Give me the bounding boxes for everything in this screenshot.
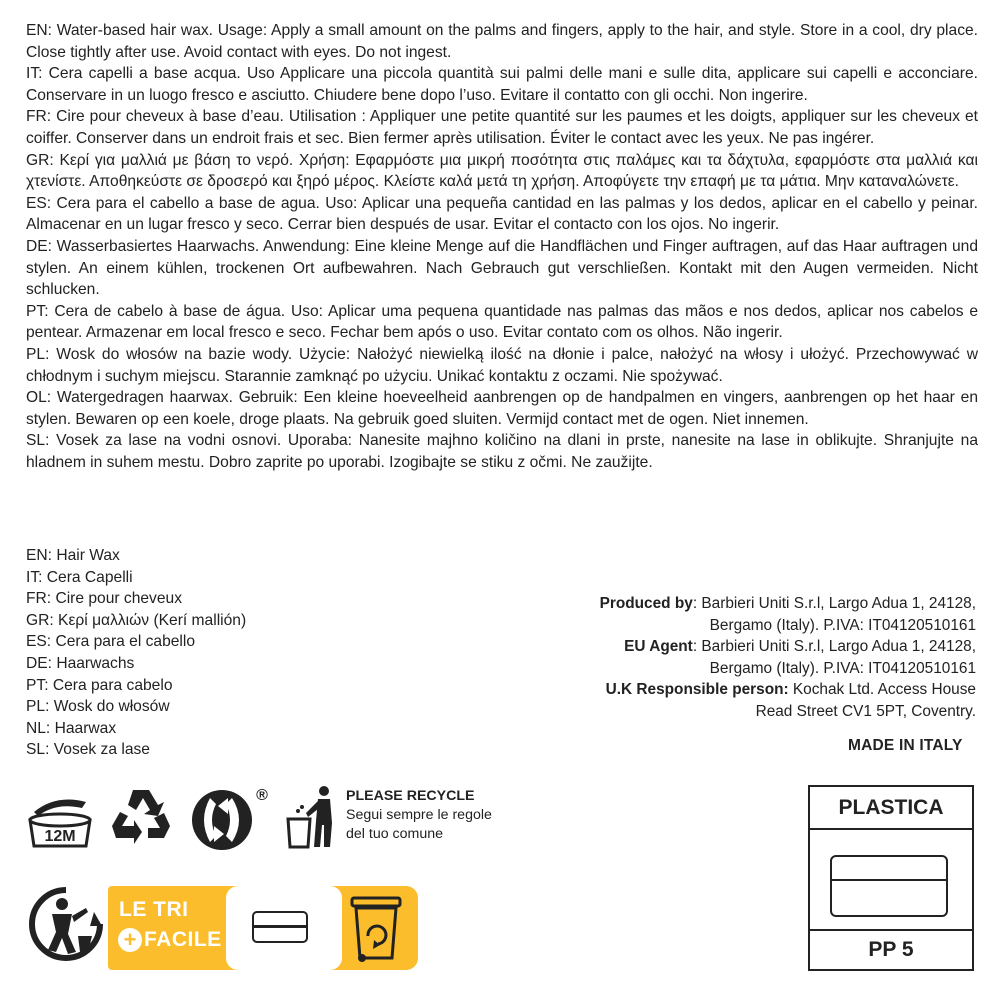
packaging-tray-icon (252, 911, 308, 943)
product-name-de: DE: Haarwachs (26, 654, 135, 672)
product-name-fr: FR: Cire pour cheveux (26, 590, 182, 608)
eu-agent-label: EU Agent (624, 638, 693, 656)
usage-paragraph-nl: OL: Watergedragen haarwax. Gebruik: Een kleine hoeveelheid aanbrengen op de handpalmen en vingers, aanbrengen op het haar en stylen. Bewaren op een koele, droge plaats. Na gebruik goed sluiten. Vermijd contact met de ogen. Niet innemen. (26, 389, 978, 428)
eu-agent-vat: Bergamo (Italy). P.IVA: IT04120510161 (709, 659, 976, 677)
plastic-code: PP 5 (810, 929, 972, 969)
plastic-material-label (808, 785, 974, 971)
plastic-tray-icon (830, 855, 948, 917)
produced-by-address: : Barbieri Uniti S.r.l, Largo Adua 1, 24128, (692, 595, 976, 612)
tri-plus: + (118, 928, 142, 952)
usage-paragraph-fr: FR: Cire pour cheveux à base d’eau. Utilisation : Appliquer une petite quantité sur les paumes et les doigts, appliquer sur les cheveux et coiffer. Conserver dans un endroit frais et sec. Bien fermer après utilisation. Éviter le contact avec les yeux. Ne pas ingérer. (26, 108, 978, 147)
produced-by (536, 593, 976, 615)
eu-agent-address: : Barbieri Uniti S.r.l, Largo Adua 1, 24128, (692, 638, 976, 656)
usage-paragraph-pt: PT: Cera de cabelo à base de água. Uso: Aplicar uma pequena quantidade nas palmas das mãos e nos dedos, aplicar nos cabelos e pentear. Armazenar em local fresco e seco. Fechar bem após o uso. Evitar contato com os olhos. Não ingerir. (26, 302, 978, 342)
usage-paragraph-gr: GR: Κερί για μαλλιά με βάση το νερό. Χρήση: Εφαρμόστε μια μικρή ποσότητα στις παλάμες και τα δάχτυλα, εφαρμόστε στα μαλλιά και χτενίστε. Αποθηκεύστε σε δροσερό και ξηρό μέρος. Κλείστε καλά μετά τη χρήση. Αποφύγετε την επαφή με τα μάτια. Μην καταναλώνετε. (26, 151, 978, 191)
green-dot-icon (188, 784, 270, 852)
triman-icon (28, 886, 104, 962)
uk-responsible-address: Read Street CV1 5PT, Coventry. (755, 702, 976, 720)
tri-facile-badge (108, 886, 418, 970)
product-name-it: IT: Cera Capelli (26, 568, 133, 586)
pao-jar-icon (26, 790, 94, 850)
pao-label: 12M (44, 828, 76, 845)
produced-by-label: Produced by (599, 595, 693, 612)
recycle-notice-line2: del tuo comune (346, 826, 444, 842)
registered-mark: ® (256, 787, 268, 804)
usage-instructions (26, 20, 978, 473)
product-name-gr: GR: Κερί μαλλιών (Kerí mallión) (26, 611, 247, 629)
usage-paragraph-pl: PL: Wosk do włosów na bazie wody. Użycie: Nałożyć niewielką ilość na dłonie i palce, nałożyć na włosy i ułożyć. Przechowywać w chłodnym i suchym miejscu. Starannie zamknąć po użyciu. Unikać kontaktu z oczami. Nie spożywać. (26, 345, 978, 385)
produced-by-vat: Bergamo (Italy). P.IVA: IT04120510161 (709, 616, 976, 634)
recycle-notice-line1: Segui sempre le regole (346, 807, 492, 823)
uk-responsible-label: U.K Responsible person: (605, 681, 789, 699)
trash-bin-person-icon (286, 785, 340, 849)
tri-line2: FACILE (144, 928, 222, 951)
product-name-es: ES: Cera para el cabello (26, 633, 196, 651)
recycle-notice-title: PLEASE RECYCLE (346, 788, 475, 804)
usage-paragraph-de: DE: Wasserbasiertes Haarwachs. Anwendung: Eine kleine Menge auf die Handflächen und Finger auftragen, auf das Haar auftragen und stylen. An einem kühlen, trockenen Ort aufbewahren. Nach Gebrauch gut verschließen. Kontakt mit den Augen vermeiden. Nicht schlucken. (26, 237, 978, 299)
uk-responsible-name: Kochak Ltd. Access House (788, 681, 976, 699)
usage-paragraph-sl: SL: Vosek za lase na vodni osnovi. Uporaba: Nanesite majhno količino na dlani in prste, nanesite na lase in oblikujte. Shranjujte na hladnem in suhem mestu. Dobro zaprite po uporabi. Izogibajte se stiku z očmi. Ne zaužijte. (26, 432, 978, 471)
usage-paragraph-en: EN: Water-based hair wax. Usage: Apply a small amount on the palms and fingers, apply to the hair, and style. Store in a cool, dry place. Close tightly after use. Avoid contact with eyes. Do not ingest. (26, 22, 978, 61)
product-names-list (26, 545, 246, 761)
usage-paragraph-it: IT: Cera capelli a base acqua. Uso Applicare una piccola quantità sui palmi delle mani e sulle dita, applicare sui capelli e acconciare. Conservare in un luogo fresco e asciutto. Chiudere bene dopo l’uso. Evitare il contatto con gli occhi. Non ingerire. (26, 65, 978, 104)
product-name-pl: PL: Wosk do włosów (26, 698, 170, 716)
tri-line1: LE TRI (119, 898, 189, 921)
plastic-header: PLASTICA (810, 787, 972, 830)
recycle-notice (346, 787, 492, 844)
usage-paragraph-es: ES: Cera para el cabello a base de agua. Uso: Aplicar una pequeña cantidad en las palmas y los dedos, aplicar en el cabello y peinar. Almacenar en un lugar fresco y seco. Cerrar bien después de usar. Evitar el contacto con los ojos. No ingerir. (26, 194, 978, 234)
uk-responsible (536, 679, 976, 701)
product-name-pt: PT: Cera para cabelo (26, 676, 173, 694)
producer-info (536, 593, 976, 723)
recycle-icon (106, 786, 176, 852)
made-in-italy: MADE IN ITALY (848, 737, 963, 754)
product-name-en: EN: Hair Wax (26, 547, 120, 564)
product-name-sl: SL: Vosek za lase (26, 741, 150, 759)
product-name-nl: NL: Haarwax (26, 719, 117, 737)
eu-agent (536, 636, 976, 658)
recycling-bin-icon (348, 894, 404, 964)
